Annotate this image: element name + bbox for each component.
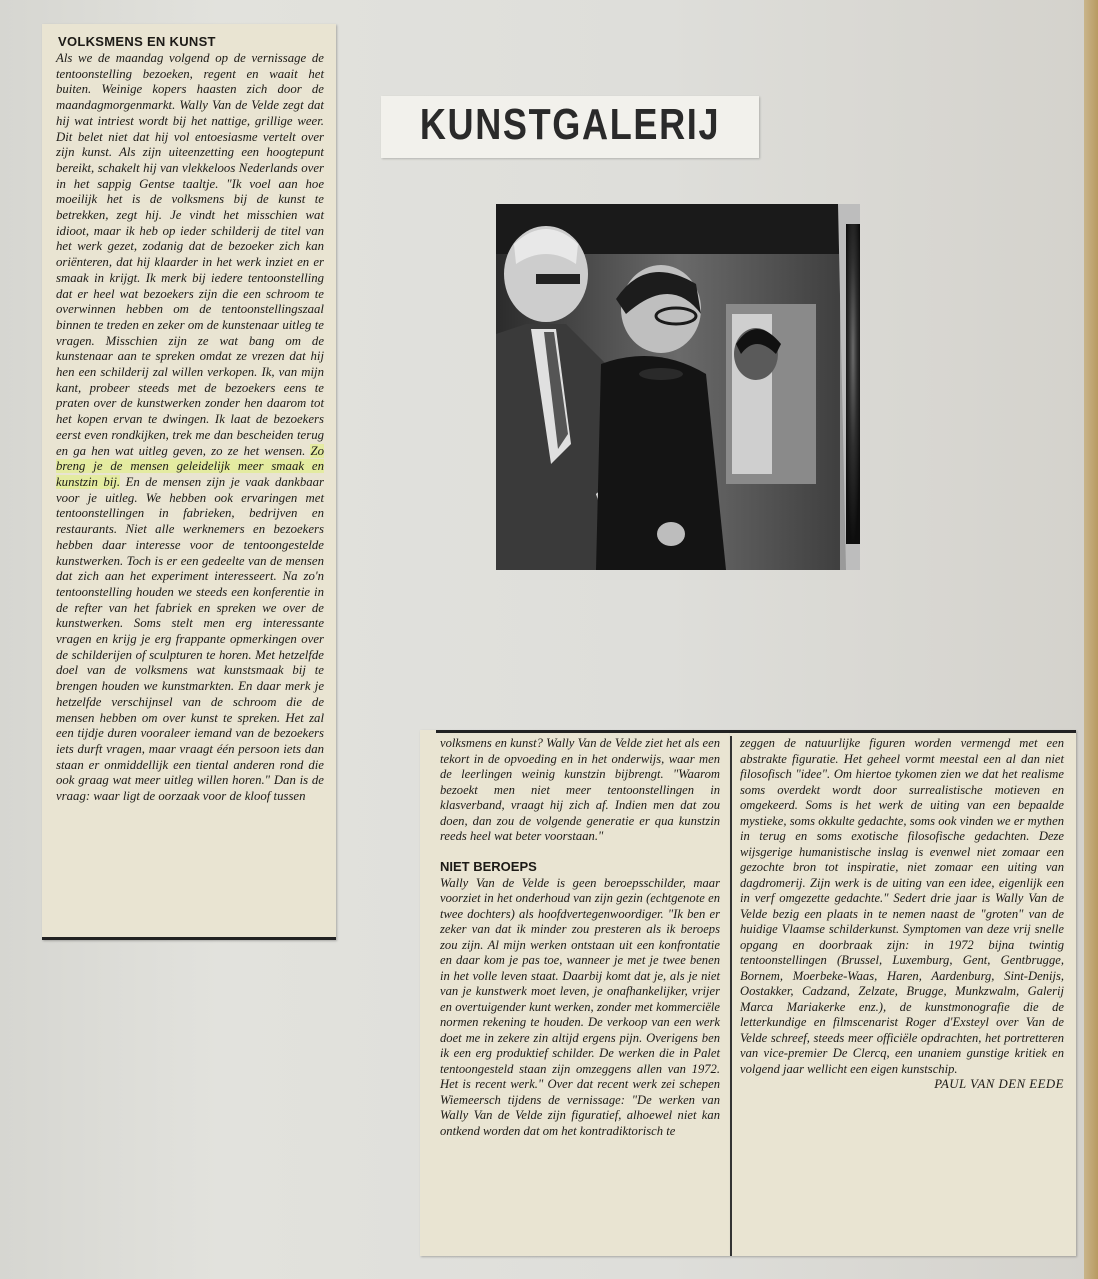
clipping-niet-beroeps [420,730,730,1256]
clipping-body-intro: volksmens en kunst? Wally Van de Velde ziet het als een tekort in de opvoeding en in het onderwijs, waar men de leerlingen weinig kunstzin bijbrengt. "Waarom bezoekt men niet meer tentoonstellingen in klasverband, vraagt hij zich af. Indien men dat zou doen, dan zou de volgende generatie er qua kunstzin reeds heel wat beter voorstaan." [440,736,720,843]
title-clipping [381,96,759,158]
page-title: KUNSTGALERIJ [419,100,721,149]
column-divider [730,736,732,1256]
body-text: Als we de maandag volgend op de vernissage de tentoonstelling bezoeken, regent en waait het buiten. Weinige kopers haasten zich door de maandagmorgenmarkt. Wally Van de Velde zegt dat hij wat intriest wordt bij het nattige, grillige weer. Dit belet niet dat hij vol entoesiasme vertelt over zijn kunst. Als zijn uiteenzetting een hoogtepunt bereikt, schakelt hij van vlekkeloos Nederlands over in het sappig Gentse taaltje. "Ik voel aan hoe moeilijk het is de volksmens bij de kunst te betrekken, zegt hij. Je vindt het misschien wat idioot, maar ik heb op ieder schilderij de titel van het werk gezet, zodanig dat de bezoeker zich kan oriënteren, dat hij klaarder in het werk inziet en er smaak in krijgt. Ik merk bij iedere tentoonstelling dat er heel wat bezoekers zijn die een schroom te overwinnen hebben om de tentoonstellingszaal binnen te treden en zeker om de kunstenaar uitleg te vragen. Misschien zijn ze wat bang om de kunstenaar aan te spreken omdat ze vrezen dat hij hen een schilderij zal willen verkopen. Ik, van mijn kant, probeer steeds met de bezoekers eens te praten over de kunstwerken zonder hen daarom tot het kopen ervan te dwingen. Ik laat de bezoekers eerst even rondkijken, trek me dan bescheiden terug en ga hen wat uitleg geven, zo ze het wensen. [56,51,324,458]
clipping-bottom-rule [42,937,336,940]
clipping-continuation [730,730,1076,1256]
page-edge [1084,0,1098,1279]
clipping-volksmens-en-kunst [42,24,336,940]
clipping-top-rule [436,730,730,733]
section-subheading: NIET BEROEPS [440,858,537,874]
clipping-top-rule [730,730,1076,733]
clipping-body-continued: zeggen de natuurlijke figuren worden vermengd met een abstrakte figuratie. Het geheel vormt meestal een al dan niet filosofisch "idee". Om hiertoe tykomen zien we dat het realisme soms overdekt wordt door surrealistische motieven en omgekeerd. Soms is het werk de uiting van een bepaalde mystieke, soms okkulte gedachte, soms ook vinden we er mythen in terug en soms exotische filosofische gedachten. Deze wijsgerige humanistische inslag is evenwel niet zomaar een gezochte bron tot inspiratie, niet zomaar een uiting van dagdromerij. Zijn werk is de uiting van een idee, eigenlijk een in verf omgezette gedachte." Sedert drie jaar is Wally Van de Velde bezig een plaats in te nemen naast de "groten" van de huidige Vlaamse schilderkunst. Symptomen van deze vrij snelle opgang en doorbraak zijn: in 1972 bijna twintig tentoonstellingen (Brussel, Luxemburg, Gent, Gentbrugge, Bornem, Moerbeke-Waas, Haren, Aardenburg, Sint-Denijs, Oostakker, Cadzand, Zelzate, Brugge, Munkzwalm, Galerij Marca Mariakerke enz.), de kunstmonografie die de letterkundige en filmscenarist Roger d'Exsteyl over Van de Velde schreef, steeds meer officiële opdrachten, het portretteren van vice-premier De Clercq, een unaniem gunstige kritiek en volgend jaar wellicht een eigen kunstschip. [740,736,1064,1076]
highlighted-text: Zo breng je de mensen geleidelijk meer smaak en kunstzin bij. [56,443,324,489]
author-byline: PAUL VAN DEN EEDE [934,1077,1064,1091]
photo-illustration [496,204,860,570]
clipping-body-main: Wally Van de Velde is geen beroepsschilder, maar voorziet in het onderhoud van zijn gezin (echtgenote en twee dochters) als hoofdvertegenwoordiger. "Ik ben er zeker van dat ik minder zou presteren als ik beroeps zou zijn. Al mijn werken ontstaan uit een konfrontatie en daar kom je pas toe, wanneer je met je twee benen in het volle leven staat. Daarbij komt dat je, als je niet van je kunstwerk moet leven, je onafhankelijker, vrijer en overtuigender kunt werken, zonder met kommerciële normen rekening te houden. De verkoop van een werk doet me in zekere zin altijd ergens pijn. Overigens ben ik een erg produktief schilder. De werken die in Palet tentoongesteld staan zijn omzeggens allen van 1972. Het is recent werk." Over dat recent werk zei schepen Wiemeersch tijdens de vernissage: "De werken van Wally Van de Velde zijn figuratief, alhoewel niet kan ontkend worden dat om het kontradiktorisch te [440,875,720,1138]
clipping-body [56,51,324,805]
clipping-heading: VOLKSMENS EN KUNST [58,34,216,49]
newspaper-photo [496,204,860,570]
body-text-continued: En de mensen zijn je vaak dankbaar voor je uitleg. We hebben ook ervaringen met tentoonstellingen in fabrieken, bedrijven en restaurants. Niet alle werknemers en bezoekers hebben daar interesse voor de tentoongestelde kunstwerken. Toch is er een gedeelte van de mensen dat zich aan het experiment interesseert. Na zo'n tentoonstelling houden we steeds een konferentie in de refter van het fabriek en spreken we over de kunstwerken. Soms stelt men erg interessante vragen en krijg je erg frappante opmerkingen over de schilderijen of sculpturen te horen. Met hetzelfde doel van de volksmens wat kunstsmaak bij te brengen houden we kunstmarkten. En daar merk je hetzelfde verschijnsel van de schroom die de mensen hebben om over kunst te spreken. Het zal een tijdje duren vooraleer iemand van de bezoekers iets durft vragen, maar vraagt één persoon iets dan staan er onmiddellijk een tiental anderen rond die ook graag wat meer uitleg willen horen." Dan is de vraag: waar ligt de oorzaak voor de kloof tussen [56,474,324,804]
